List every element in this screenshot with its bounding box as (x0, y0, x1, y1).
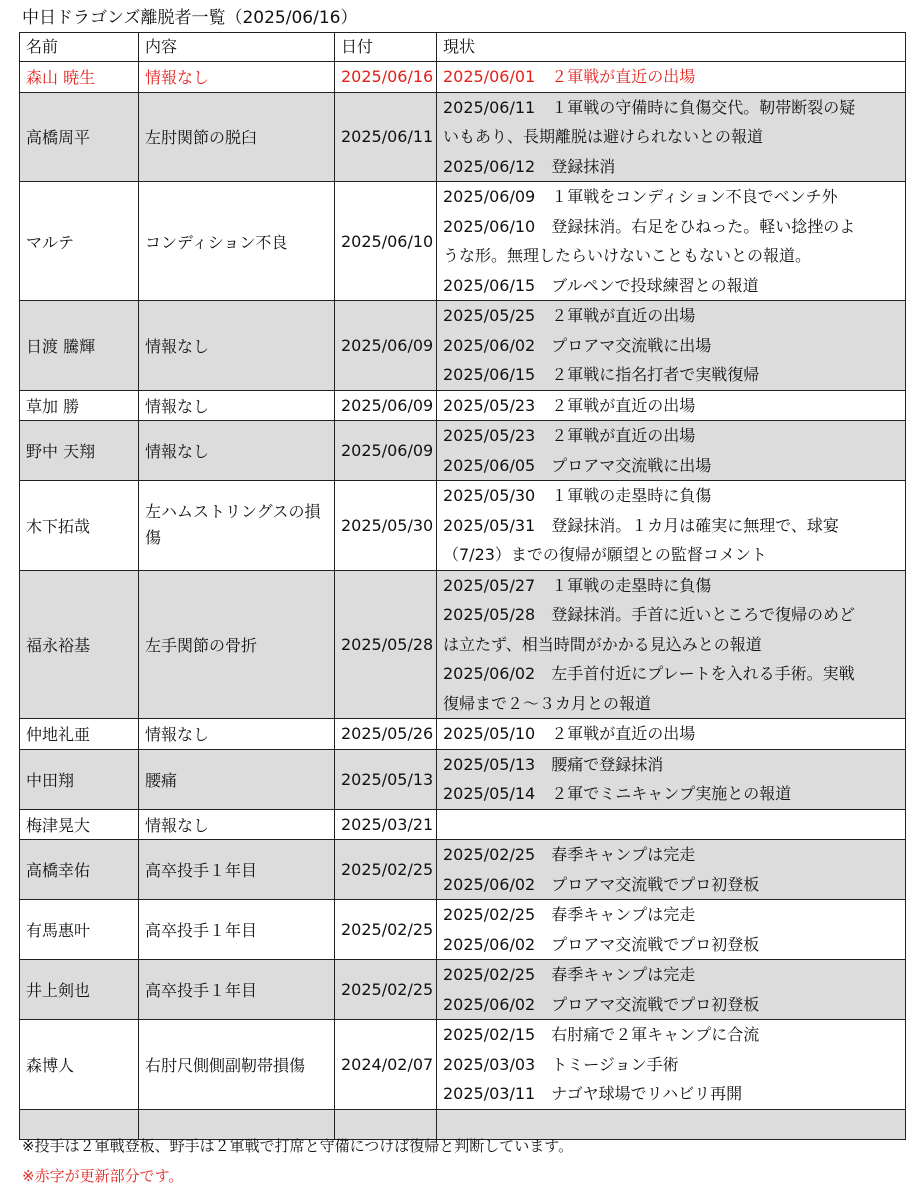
player-name-cell: 森博人 (20, 1020, 139, 1110)
player-name-cell: 高橋幸佑 (20, 840, 139, 900)
table-header-row (20, 33, 906, 62)
status-line: 2025/06/09 １軍戦をコンディション不良でベンチ外 (443, 187, 838, 206)
injury-content-text: 情報なし (145, 815, 210, 835)
status-line: 2025/02/25 春季キャンプは完走 (443, 965, 696, 984)
injury-content-cell (139, 809, 335, 840)
date-cell: 2025/02/25 (335, 840, 437, 900)
table-row (20, 960, 906, 1020)
player-name-cell: 日渡 騰輝 (20, 301, 139, 391)
status-line: 2025/06/15 ２軍戦に指名打者で実戦復帰 (443, 365, 760, 384)
status-cell (437, 390, 906, 421)
injury-content-text: 右肘尺側側副靭帯損傷 (145, 1055, 306, 1075)
table-row (20, 840, 906, 900)
injury-content-text: コンディション不良 (145, 232, 288, 252)
injury-content-cell (139, 840, 335, 900)
status-line: 復帰まで２〜３カ月との報道 (443, 693, 652, 713)
status-line: 2025/05/28 登録抹消。手首に近いところで復帰のめど (443, 605, 856, 624)
injury-table (19, 32, 906, 1140)
status-line: 2025/05/31 登録抹消。１カ月は確実に無理で、球宴 (443, 515, 839, 535)
injury-content-cell (139, 62, 335, 93)
table-row (20, 421, 906, 481)
date-cell: 2025/06/16 (335, 62, 437, 93)
table-row (20, 481, 906, 571)
status-cell (437, 62, 906, 93)
status-line: 2025/05/23 ２軍戦が直近の出場 (443, 395, 696, 415)
injury-content-cell (139, 182, 335, 301)
status-cell (437, 1020, 906, 1110)
table-body (20, 62, 906, 1140)
status-line: 2025/06/02 プロアマ交流戦に出場 (443, 335, 712, 355)
status-line: いもあり、長期離脱は避けられないとの報道 (443, 127, 764, 146)
injury-content-cell (139, 92, 335, 182)
table-row (20, 900, 906, 960)
injury-content-text: 高卒投手１年目 (145, 981, 258, 1000)
date-cell: 2025/06/09 (335, 390, 437, 421)
column-header-date: 日付 (335, 33, 437, 62)
date-cell: 2025/05/26 (335, 719, 437, 750)
status-cell (437, 301, 906, 391)
status-cell (437, 92, 906, 182)
date-cell: 2025/06/09 (335, 421, 437, 481)
player-name-cell: 梅津晃大 (20, 809, 139, 840)
injury-content-text: 高卒投手１年目 (145, 921, 258, 940)
status-line: は立たず、相当時間がかかる見込みとの報道 (443, 634, 762, 654)
status-line: 2025/06/01 ２軍戦が直近の出場 (443, 67, 696, 86)
table-row (20, 182, 906, 301)
table-row (20, 62, 906, 93)
date-cell: 2025/05/13 (335, 749, 437, 809)
criteria-note: ※投手は２軍戦登板、野手は２軍戦で打席と守備につけば復帰と判断しています。 (22, 1137, 574, 1155)
injury-content-text: 左肘関節の脱臼 (145, 128, 258, 148)
injury-content-cell (139, 1020, 335, 1110)
date-cell: 2025/05/30 (335, 481, 437, 571)
date-cell: 2025/06/09 (335, 301, 437, 391)
status-line: 2025/06/12 登録抹消 (443, 156, 616, 176)
status-line: （7/23）までの復帰が願望との監督コメント (443, 545, 767, 564)
injury-content-cell (139, 719, 335, 750)
player-name-cell (20, 1109, 139, 1140)
status-cell (437, 840, 906, 900)
status-line: 2025/06/15 ブルペンで投球練習との報道 (443, 275, 759, 295)
status-cell (437, 1109, 906, 1140)
player-name-cell: 高橋周平 (20, 92, 139, 182)
injury-content-text: 左ハムストリングスの損傷 (145, 502, 321, 548)
status-line: 2025/05/14 ２軍でミニキャンプ実施との報道 (443, 784, 792, 803)
status-line: うな形。無理したらいけないこともないとの報道。 (443, 246, 812, 265)
status-line: 2025/02/15 右肘痛で２軍キャンプに合流 (443, 1025, 760, 1044)
table-row (20, 809, 906, 840)
status-line: 2025/05/30 １軍戦の走塁時に負傷 (443, 486, 712, 505)
status-line: 2025/03/03 トミージョン手術 (443, 1054, 679, 1074)
column-header-content: 内容 (139, 33, 335, 62)
status-line: 2025/06/05 プロアマ交流戦に出場 (443, 455, 712, 475)
column-header-name: 名前 (20, 33, 139, 62)
player-name-cell: 仲地礼亜 (20, 719, 139, 750)
injury-content-cell (139, 421, 335, 481)
date-cell: 2025/05/28 (335, 570, 437, 719)
date-cell: 2024/02/07 (335, 1020, 437, 1110)
status-line: 2025/05/10 ２軍戦が直近の出場 (443, 724, 696, 743)
status-line: 2025/05/23 ２軍戦が直近の出場 (443, 426, 696, 445)
date-cell: 2025/06/11 (335, 92, 437, 182)
status-line: 2025/06/02 プロアマ交流戦でプロ初登板 (443, 994, 760, 1014)
injury-content-cell (139, 900, 335, 960)
table-row (20, 570, 906, 719)
injury-content-text: 高卒投手１年目 (145, 861, 258, 880)
date-cell: 2025/03/21 (335, 809, 437, 840)
status-line: 2025/02/25 春季キャンプは完走 (443, 905, 696, 924)
status-cell (437, 809, 906, 840)
injury-content-text: 情報なし (145, 396, 210, 416)
table-row (20, 92, 906, 182)
injury-content-cell (139, 301, 335, 391)
player-name-cell: 井上剣也 (20, 960, 139, 1020)
injury-content-text: 情報なし (145, 336, 210, 356)
status-line: 2025/05/27 １軍戦の走塁時に負傷 (443, 575, 712, 595)
injury-content-text: 左手関節の骨折 (145, 635, 258, 655)
status-line: 2025/05/25 ２軍戦が直近の出場 (443, 306, 696, 325)
table-row (20, 1020, 906, 1110)
player-name-cell: 中田翔 (20, 749, 139, 809)
player-name-cell: 有馬惠叶 (20, 900, 139, 960)
status-cell (437, 960, 906, 1020)
table-row (20, 301, 906, 391)
status-line: 2025/06/02 プロアマ交流戦でプロ初登板 (443, 874, 760, 894)
table-row (20, 390, 906, 421)
date-cell: 2025/02/25 (335, 960, 437, 1020)
player-name-cell: 草加 勝 (20, 390, 139, 421)
injury-content-text: 腰痛 (145, 770, 178, 790)
status-cell (437, 481, 906, 571)
status-cell (437, 900, 906, 960)
status-line: 2025/06/02 プロアマ交流戦でプロ初登板 (443, 934, 760, 954)
date-cell: 2025/06/10 (335, 182, 437, 301)
status-cell (437, 719, 906, 750)
player-name-cell: 木下拓哉 (20, 481, 139, 571)
injury-content-text: 情報なし (145, 442, 210, 461)
injury-content-cell (139, 749, 335, 809)
player-name-cell: 野中 天翔 (20, 421, 139, 481)
table-row (20, 1109, 906, 1140)
player-name-cell: マルテ (20, 182, 139, 301)
injury-content-cell (139, 570, 335, 719)
status-line: 2025/05/13 腰痛で登録抹消 (443, 754, 664, 774)
status-line: 2025/06/10 登録抹消。右足をひねった。軽い捻挫のよ (443, 216, 856, 236)
date-cell (335, 1109, 437, 1140)
status-line: 2025/03/11 ナゴヤ球場でリハビリ再開 (443, 1084, 743, 1103)
injury-content-cell (139, 1109, 335, 1140)
status-line: 2025/06/11 １軍戦の守備時に負傷交代。靭帯断裂の疑 (443, 97, 856, 117)
injury-content-cell (139, 390, 335, 421)
page-title: 中日ドラゴンズ離脱者一覧（2025/06/16） (22, 8, 358, 28)
player-name-cell: 福永裕基 (20, 570, 139, 719)
table-row (20, 719, 906, 750)
status-cell (437, 749, 906, 809)
table-row (20, 749, 906, 809)
injury-content-text: 情報なし (145, 725, 210, 745)
status-cell (437, 182, 906, 301)
player-name-cell: 森山 暁生 (20, 62, 139, 93)
red-text-note: ※赤字が更新部分です。 (22, 1167, 184, 1185)
injury-content-cell (139, 481, 335, 571)
status-line: 2025/06/02 左手首付近にプレートを入れる手術。実戦 (443, 664, 855, 683)
status-line: 2025/02/25 春季キャンプは完走 (443, 845, 696, 864)
column-header-status: 現状 (437, 33, 906, 62)
status-cell (437, 421, 906, 481)
status-cell (437, 570, 906, 719)
injury-content-text: 情報なし (145, 68, 210, 88)
date-cell: 2025/02/25 (335, 900, 437, 960)
injury-content-cell (139, 960, 335, 1020)
